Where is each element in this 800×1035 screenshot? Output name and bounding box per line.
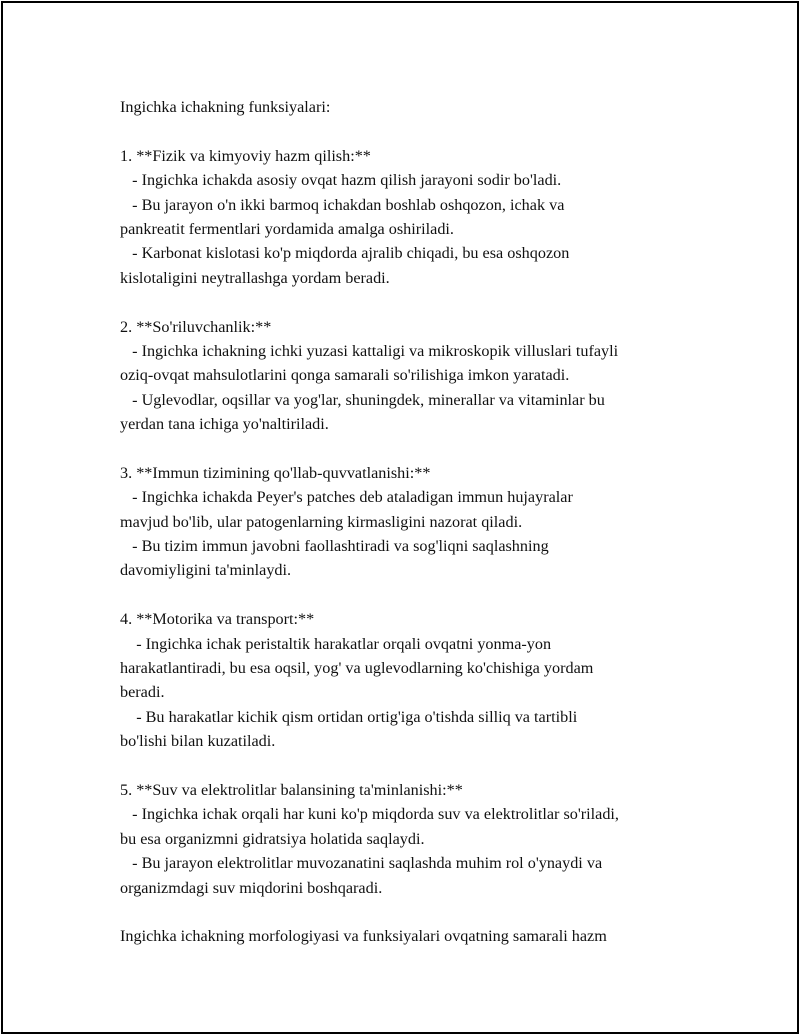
text-line: mavjud bo'lib, ular patogenlarning kirmasligini nazorat qiladi.: [120, 512, 523, 531]
text-line: - Uglevodlar, oqsillar va yog'lar, shuningdek, minerallar va vitaminlar bu: [120, 390, 605, 409]
text-line: - Karbonat kislotasi ko'p miqdorda ajralib chiqadi, bu esa oshqozon: [120, 244, 570, 263]
text-line: organizmdagi suv miqdorini boshqaradi.: [120, 878, 383, 897]
blank-line: [120, 436, 760, 460]
text-line: kislotaligini neytrallashga yordam beradi.: [120, 268, 390, 287]
section-4-heading: 4. **Motorika va transport:**: [120, 610, 315, 629]
blank-line: [120, 290, 760, 314]
document-body: [120, 95, 760, 949]
text-line: davomiyligini ta'minlaydi.: [120, 561, 292, 580]
blank-line: [120, 754, 760, 778]
text-line: yerdan tana ichiga yo'naltiriladi.: [120, 415, 329, 434]
blank-line: [120, 119, 760, 143]
text-line: - Bu tizim immun javobni faollashtiradi va sog'liqni saqlashning: [120, 537, 549, 556]
text-line: bu esa organizmni gidratsiya holatida saqlaydi.: [120, 829, 425, 848]
text-line: - Bu harakatlar kichik qism ortidan ortig'iga o'tishda silliq va tartibli: [120, 707, 578, 726]
text-line: pankreatit fermentlari yordamida amalga oshiriladi.: [120, 219, 454, 238]
text-line: - Ingichka ichakning ichki yuzasi kattaligi va mikroskopik villuslari tufayli: [120, 341, 619, 360]
text-line: - Bu jarayon o'n ikki barmoq ichakdan boshlab oshqozon, ichak va: [120, 195, 565, 214]
text-line: - Ingichka ichak orqali har kuni ko'p miqdorda suv va elektrolitlar so'riladi,: [120, 805, 619, 824]
section-1-heading: 1. **Fizik va kimyoviy hazm qilish:**: [120, 146, 371, 165]
text-line: - Ingichka ichakda asosiy ovqat hazm qilish jarayoni sodir bo'ladi.: [120, 171, 562, 190]
blank-line: [120, 900, 760, 924]
section-5-heading: 5. **Suv va elektrolitlar balansining ta'minlanishi:**: [120, 780, 463, 799]
blank-line: [120, 583, 760, 607]
text-line: - Ingichka ichakda Peyer's patches deb ataladigan immun hujayralar: [120, 488, 573, 507]
section-3-heading: 3. **Immun tizimining qo'llab-quvvatlanishi:**: [120, 463, 431, 482]
text-line: oziq-ovqat mahsulotlarini qonga samarali so'rilishiga imkon yaratadi.: [120, 366, 570, 385]
document-page: [1, 1, 799, 1034]
text-line: - Ingichka ichak peristaltik harakatlar orqali ovqatni yonma-yon: [120, 634, 552, 653]
text-line: harakatlantiradi, bu esa oqsil, yog' va uglevodlarning ko'chishiga yordam: [120, 658, 594, 677]
conclusion-line: Ingichka ichakning morfologiyasi va funksiyalari ovqatning samarali hazm: [120, 927, 607, 946]
text-line: - Bu jarayon elektrolitlar muvozanatini saqlashda muhim rol o'ynaydi va: [120, 854, 603, 873]
document-title: Ingichka ichakning funksiyalari:: [120, 98, 331, 116]
section-2-heading: 2. **So'riluvchanlik:**: [120, 317, 272, 336]
text-line: bo'lishi bilan kuzatiladi.: [120, 732, 276, 751]
text-line: beradi.: [120, 683, 165, 702]
